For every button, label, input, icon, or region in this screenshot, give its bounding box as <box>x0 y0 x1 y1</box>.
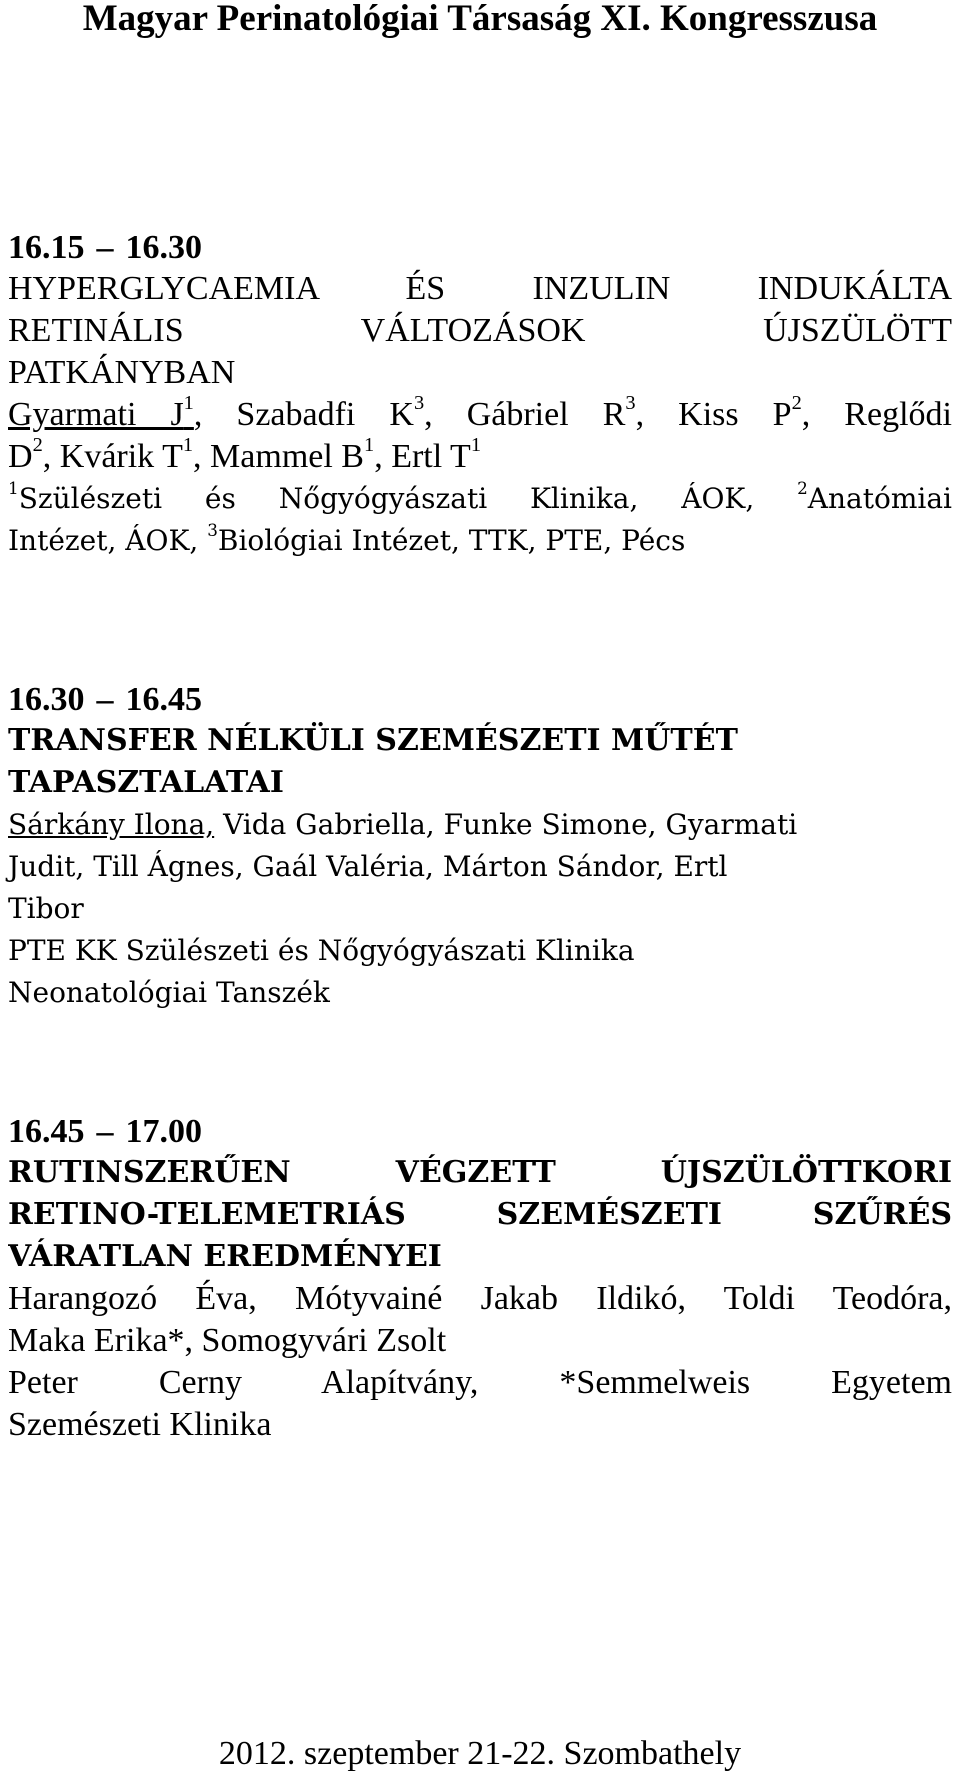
time-start: 16.30 <box>8 681 85 718</box>
session-title <box>8 268 952 394</box>
affiliation-line: PTE KK Szülészeti és Nőgyógyászati Klinika <box>8 934 635 967</box>
session-1 <box>8 228 952 562</box>
session-title <box>8 1152 952 1278</box>
author-line: $D^2$, Kvárik $T^1$, Mammel $B^1$, Ertl $T^1$ <box>8 433 482 475</box>
time-end: 16.30 <box>125 229 202 266</box>
session-authors <box>8 1278 952 1362</box>
session-affiliation <box>8 1362 952 1446</box>
session-time <box>8 680 952 720</box>
time-dash: – <box>96 1113 114 1150</box>
session-authors <box>8 804 952 930</box>
title-line: RETINÁLIS VÁLTOZÁSOK ÚJSZÜLÖTT <box>8 312 952 349</box>
affiliation-line: Intézet, ÁOK, $^3$Biológiai Intézet, TTK, PTE, Pécs <box>8 520 686 557</box>
session-2 <box>8 680 952 1014</box>
time-start: 16.15 <box>8 229 85 266</box>
title-line: TRANSFER NÉLKÜLI SZEMÉSZETI MŰTÉT <box>8 723 738 758</box>
author-line: Maka Erika*, Somogyvári Zsolt <box>8 1322 447 1359</box>
time-end: 17.00 <box>125 1113 202 1150</box>
time-dash: – <box>96 229 114 266</box>
presenting-author: Gyarmati $J^1$ <box>8 391 194 433</box>
session-affiliation <box>8 478 952 562</box>
title-line: TAPASZTALATAI <box>8 765 284 800</box>
title-line: RUTINSZERŰEN VÉGZETT ÚJSZÜLÖTTKORI <box>8 1155 952 1190</box>
time-end: 16.45 <box>125 681 202 718</box>
author-line: Harangozó Éva, Mótyvainé Jakab Ildikó, Toldi Teodóra, <box>8 1280 952 1317</box>
session-title <box>8 720 952 804</box>
affiliation-line: Szemészeti Klinika <box>8 1406 272 1443</box>
session-time <box>8 1112 952 1152</box>
author-line: Sárkány Ilona, Vida Gabriella, Funke Simone, Gyarmati <box>8 808 798 841</box>
title-line: VÁRATLAN EREDMÉNYEI <box>8 1239 442 1274</box>
title-line: RETINO-TELEMETRIÁS SZEMÉSZETI SZŰRÉS <box>8 1197 952 1232</box>
author-line: Judit, Till Ágnes, Gaál Valéria, Márton Sándor, Ertl <box>8 850 728 883</box>
session-3 <box>8 1112 952 1446</box>
session-affiliation <box>8 930 952 1014</box>
title-line: PATKÁNYBAN <box>8 354 236 391</box>
page-header: Magyar Perinatológiai Társaság XI. Kongresszusa <box>82 0 878 39</box>
author-line: Gyarmati $J^1$, Szabadfi $K^3$, Gábriel $R^3$, Kiss $P^2$, Reglődi <box>8 391 952 433</box>
page-footer: 2012. szeptember 21-22. Szombathely <box>218 1735 742 1772</box>
affiliation-line: Peter Cerny Alapítvány, *Semmelweis Egyetem <box>8 1364 952 1401</box>
presenting-author: Sárkány Ilona, <box>8 808 215 841</box>
author-line: Tibor <box>8 892 84 925</box>
time-start: 16.45 <box>8 1113 85 1150</box>
affiliation-line: $^1$Szülészeti és Nőgyógyászati Klinika, ÁOK, $^2$Anatómiai <box>8 478 952 515</box>
session-time <box>8 228 952 268</box>
session-authors <box>8 391 952 478</box>
time-dash: – <box>96 681 114 718</box>
affiliation-line: Neonatológiai Tanszék <box>8 976 330 1009</box>
title-line: HYPERGLYCAEMIA ÉS INZULIN INDUKÁLTA <box>8 270 952 307</box>
